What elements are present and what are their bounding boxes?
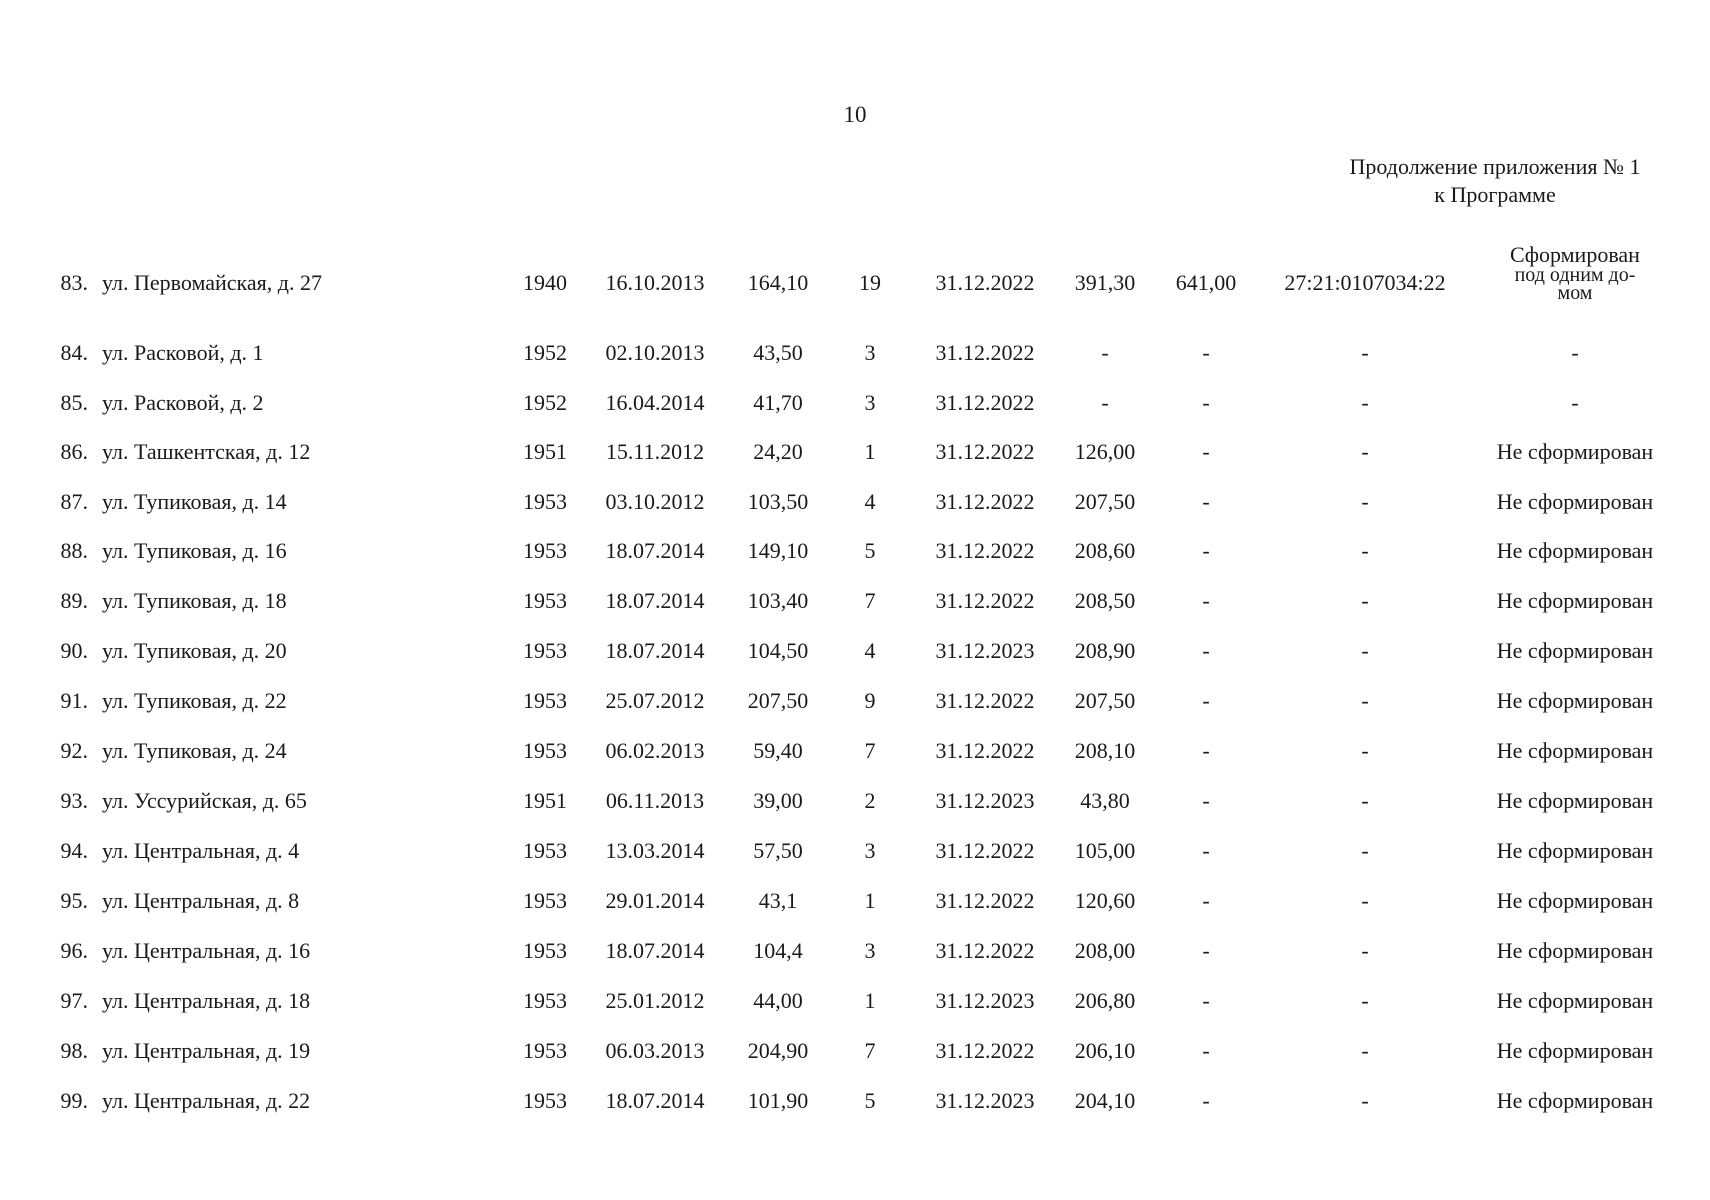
row-year: 1953 [523, 988, 567, 1013]
row-number: 92. [60, 738, 88, 763]
table-row [0, 986, 1710, 1026]
table-row [0, 936, 1710, 976]
row-area-2: - [1202, 489, 1210, 514]
row-land-area: 120,60 [1074, 888, 1136, 913]
row-number: 87. [60, 489, 88, 514]
row-area: 44,00 [753, 988, 803, 1013]
table-row [0, 1086, 1710, 1126]
row-year: 1953 [523, 838, 567, 863]
row-cadastral-number: - [1361, 988, 1369, 1013]
row-plan-date: 31.12.2022 [935, 439, 1035, 464]
row-land-area: 208,10 [1074, 738, 1136, 763]
row-date: 06.03.2013 [605, 1038, 705, 1063]
row-year: 1953 [523, 588, 567, 613]
row-status: Не сформирован [1496, 738, 1654, 763]
row-residents: 4 [864, 638, 876, 663]
row-date: 13.03.2014 [605, 838, 705, 863]
table-row [0, 437, 1710, 477]
row-date: 16.04.2014 [605, 390, 705, 415]
row-address: ул. Ташкентская, д. 12 [102, 439, 311, 464]
row-land-area: 206,10 [1074, 1038, 1136, 1063]
row-area-2: - [1202, 838, 1210, 863]
row-number: 96. [60, 938, 88, 963]
row-area: 101,90 [747, 1088, 809, 1113]
row-date: 18.07.2014 [605, 938, 705, 963]
row-date: 29.01.2014 [605, 888, 705, 913]
row-land-area: 204,10 [1074, 1088, 1136, 1113]
row-cadastral-number: - [1361, 538, 1369, 563]
row-address: ул. Тупиковая, д. 14 [102, 489, 287, 514]
row-area: 43,1 [758, 888, 798, 913]
row-land-area: 206,80 [1074, 988, 1136, 1013]
row-date: 18.07.2014 [605, 638, 705, 663]
row-status: Не сформирован [1496, 439, 1654, 464]
row-residents: 3 [864, 390, 876, 415]
row-status: Не сформирован [1496, 489, 1654, 514]
row-residents: 4 [864, 489, 876, 514]
appendix-note-line-2: к Программе [1434, 182, 1556, 207]
row-number: 97. [60, 988, 88, 1013]
row-residents: 1 [864, 439, 876, 464]
row-year: 1953 [523, 688, 567, 713]
row-area-2: - [1202, 1088, 1210, 1113]
row-land-area: 208,60 [1074, 538, 1136, 563]
row-area: 57,50 [753, 838, 803, 863]
row-area: 149,10 [747, 538, 809, 563]
row-plan-date: 31.12.2022 [935, 538, 1035, 563]
row-year: 1953 [523, 489, 567, 514]
row-status: Не сформирован [1496, 788, 1654, 813]
row-land-area: 208,50 [1074, 588, 1136, 613]
row-plan-date: 31.12.2022 [935, 588, 1035, 613]
row-number: 88. [60, 538, 88, 563]
row-date: 25.07.2012 [605, 688, 705, 713]
row-area-2: 641,00 [1175, 270, 1237, 295]
row-address: ул. Уссурийская, д. 65 [102, 788, 307, 813]
appendix-note [1300, 153, 1690, 209]
row-year: 1953 [523, 888, 567, 913]
row-area: 39,00 [753, 788, 803, 813]
row-area-2: - [1202, 688, 1210, 713]
row-address: ул. Тупиковая, д. 16 [102, 538, 287, 563]
row-address: ул. Центральная, д. 18 [102, 988, 311, 1013]
table-row [0, 886, 1710, 926]
row-residents: 3 [864, 838, 876, 863]
row-plan-date: 31.12.2022 [935, 738, 1035, 763]
row-area-2: - [1202, 788, 1210, 813]
row-area: 204,90 [747, 1038, 809, 1063]
row-residents: 7 [864, 588, 876, 613]
row-area: 103,50 [747, 489, 809, 514]
row-address: ул. Тупиковая, д. 18 [102, 588, 287, 613]
row-address: ул. Центральная, д. 22 [102, 1088, 311, 1113]
row-status: Не сформирован [1496, 638, 1654, 663]
row-address: ул. Тупиковая, д. 20 [102, 638, 287, 663]
row-area: 104,50 [747, 638, 809, 663]
row-number: 94. [60, 838, 88, 863]
row-residents: 5 [864, 1088, 876, 1113]
row-number: 83. [60, 270, 88, 295]
row-number: 86. [60, 439, 88, 464]
row-address: ул. Центральная, д. 4 [102, 838, 300, 863]
row-number: 95. [60, 888, 88, 913]
row-area-2: - [1202, 638, 1210, 663]
row-number: 91. [60, 688, 88, 713]
row-land-area: 207,50 [1074, 489, 1136, 514]
row-year: 1953 [523, 1038, 567, 1063]
row-land-area: - [1101, 390, 1109, 415]
row-residents: 1 [864, 888, 876, 913]
row-cadastral-number: - [1361, 1088, 1369, 1113]
row-date: 15.11.2012 [605, 439, 705, 464]
row-residents: 2 [864, 788, 876, 813]
row-plan-date: 31.12.2022 [935, 688, 1035, 713]
row-cadastral-number: - [1361, 588, 1369, 613]
row-residents: 19 [859, 270, 881, 295]
row-year: 1953 [523, 638, 567, 663]
row-area-2: - [1202, 538, 1210, 563]
row-address: ул. Первомайская, д. 27 [102, 270, 322, 295]
row-year: 1953 [523, 738, 567, 763]
row-address: ул. Тупиковая, д. 24 [102, 738, 287, 763]
row-status-line-1: Сформирован [1510, 242, 1640, 267]
row-area-2: - [1202, 738, 1210, 763]
row-status: Не сформирован [1496, 988, 1654, 1013]
row-area-2: - [1202, 340, 1210, 365]
row-number: 98. [60, 1038, 88, 1063]
row-plan-date: 31.12.2022 [935, 938, 1035, 963]
table-row [0, 1036, 1710, 1076]
row-address: ул. Центральная, д. 19 [102, 1038, 311, 1063]
row-date: 06.02.2013 [605, 738, 705, 763]
row-date: 06.11.2013 [605, 788, 705, 813]
row-year: 1953 [523, 938, 567, 963]
row-area-2: - [1202, 988, 1210, 1013]
row-status: Не сформирован [1496, 588, 1654, 613]
row-address: ул. Центральная, д. 8 [102, 888, 300, 913]
row-residents: 5 [864, 538, 876, 563]
row-area-2: - [1202, 938, 1210, 963]
row-date: 18.07.2014 [605, 1088, 705, 1113]
row-status: Не сформирован [1496, 538, 1654, 563]
table-row [0, 388, 1710, 428]
row-area-2: - [1202, 888, 1210, 913]
row-residents: 3 [864, 938, 876, 963]
row-land-area: 208,90 [1074, 638, 1136, 663]
row-cadastral-number: - [1361, 340, 1369, 365]
row-cadastral-number: - [1361, 738, 1369, 763]
row-plan-date: 31.12.2022 [935, 489, 1035, 514]
row-plan-date: 31.12.2023 [935, 638, 1035, 663]
row-cadastral-number: - [1361, 638, 1369, 663]
row-land-area: 43,80 [1080, 788, 1130, 813]
row-area: 207,50 [747, 688, 809, 713]
row-residents: 7 [864, 738, 876, 763]
row-cadastral-number: - [1361, 1038, 1369, 1063]
row-date: 02.10.2013 [605, 340, 705, 365]
table-row [0, 686, 1710, 726]
row-date: 18.07.2014 [605, 588, 705, 613]
row-land-area: 207,50 [1074, 688, 1136, 713]
row-residents: 9 [864, 688, 876, 713]
row-plan-date: 31.12.2022 [935, 888, 1035, 913]
table-row [0, 536, 1710, 576]
row-area: 59,40 [753, 738, 803, 763]
table-row [0, 586, 1710, 626]
row-area-2: - [1202, 439, 1210, 464]
row-land-area: 208,00 [1074, 938, 1136, 963]
table-row [0, 338, 1710, 378]
row-cadastral-number: - [1361, 390, 1369, 415]
row-area-2: - [1202, 390, 1210, 415]
row-status: Не сформирован [1496, 888, 1654, 913]
page-number: 10 [843, 102, 867, 127]
row-address: ул. Расковой, д. 2 [102, 390, 264, 415]
table-row [0, 736, 1710, 776]
row-area: 43,50 [753, 340, 803, 365]
row-status: - [1571, 340, 1579, 365]
row-year: 1953 [523, 538, 567, 563]
row-plan-date: 31.12.2023 [935, 1088, 1035, 1113]
row-status-line-3: мом [1557, 282, 1593, 304]
row-address: ул. Центральная, д. 16 [102, 938, 311, 963]
row-year: 1951 [523, 788, 567, 813]
row-plan-date: 31.12.2023 [935, 988, 1035, 1013]
row-area-2: - [1202, 1038, 1210, 1063]
row-plan-date: 31.12.2022 [935, 390, 1035, 415]
row-area: 24,20 [753, 439, 803, 464]
row-address: ул. Расковой, д. 1 [102, 340, 264, 365]
row-plan-date: 31.12.2022 [935, 838, 1035, 863]
row-land-area: 126,00 [1074, 439, 1136, 464]
row-area: 103,40 [747, 588, 809, 613]
row-year: 1952 [523, 390, 567, 415]
row-status: Не сформирован [1496, 1088, 1654, 1113]
row-date: 03.10.2012 [605, 489, 705, 514]
row-land-area: 105,00 [1074, 838, 1136, 863]
row-status: - [1571, 390, 1579, 415]
row-year: 1951 [523, 439, 567, 464]
row-cadastral-number: - [1361, 688, 1369, 713]
row-cadastral-number: - [1361, 838, 1369, 863]
row-cadastral-number: - [1361, 439, 1369, 464]
row-status [1470, 244, 1680, 302]
row-date: 25.01.2012 [605, 988, 705, 1013]
row-status: Не сформирован [1496, 1038, 1654, 1063]
row-date: 18.07.2014 [605, 538, 705, 563]
row-status: Не сформирован [1496, 688, 1654, 713]
table-row [0, 836, 1710, 876]
row-year: 1952 [523, 340, 567, 365]
row-land-area: - [1101, 340, 1109, 365]
row-address: ул. Тупиковая, д. 22 [102, 688, 287, 713]
row-status: Не сформирован [1496, 838, 1654, 863]
table-row [0, 786, 1710, 826]
row-plan-date: 31.12.2023 [935, 788, 1035, 813]
row-residents: 7 [864, 1038, 876, 1063]
row-land-area: 391,30 [1074, 270, 1136, 295]
row-year: 1953 [523, 1088, 567, 1113]
row-area-2: - [1202, 588, 1210, 613]
row-area: 164,10 [747, 270, 809, 295]
table-row [0, 487, 1710, 527]
table-row [0, 242, 1710, 308]
row-date: 16.10.2013 [605, 270, 705, 295]
row-plan-date: 31.12.2022 [935, 1038, 1035, 1063]
row-number: 89. [60, 588, 88, 613]
row-year: 1940 [523, 270, 567, 295]
table-row [0, 636, 1710, 676]
row-plan-date: 31.12.2022 [935, 270, 1035, 295]
row-cadastral-number: 27:21:0107034:22 [1284, 270, 1446, 295]
row-residents: 3 [864, 340, 876, 365]
row-number: 93. [60, 788, 88, 813]
row-area: 104,4 [753, 938, 803, 963]
row-cadastral-number: - [1361, 489, 1369, 514]
row-number: 99. [60, 1088, 88, 1113]
row-cadastral-number: - [1361, 938, 1369, 963]
row-area: 41,70 [753, 390, 803, 415]
row-number: 84. [60, 340, 88, 365]
row-plan-date: 31.12.2022 [935, 340, 1035, 365]
row-number: 90. [60, 638, 88, 663]
row-cadastral-number: - [1361, 888, 1369, 913]
row-status: Не сформирован [1496, 938, 1654, 963]
row-number: 85. [60, 390, 88, 415]
row-residents: 1 [864, 988, 876, 1013]
row-status-line-2: под одним до- [1514, 264, 1636, 286]
appendix-note-line-1: Продолжение приложения № 1 [1349, 154, 1641, 179]
row-cadastral-number: - [1361, 788, 1369, 813]
